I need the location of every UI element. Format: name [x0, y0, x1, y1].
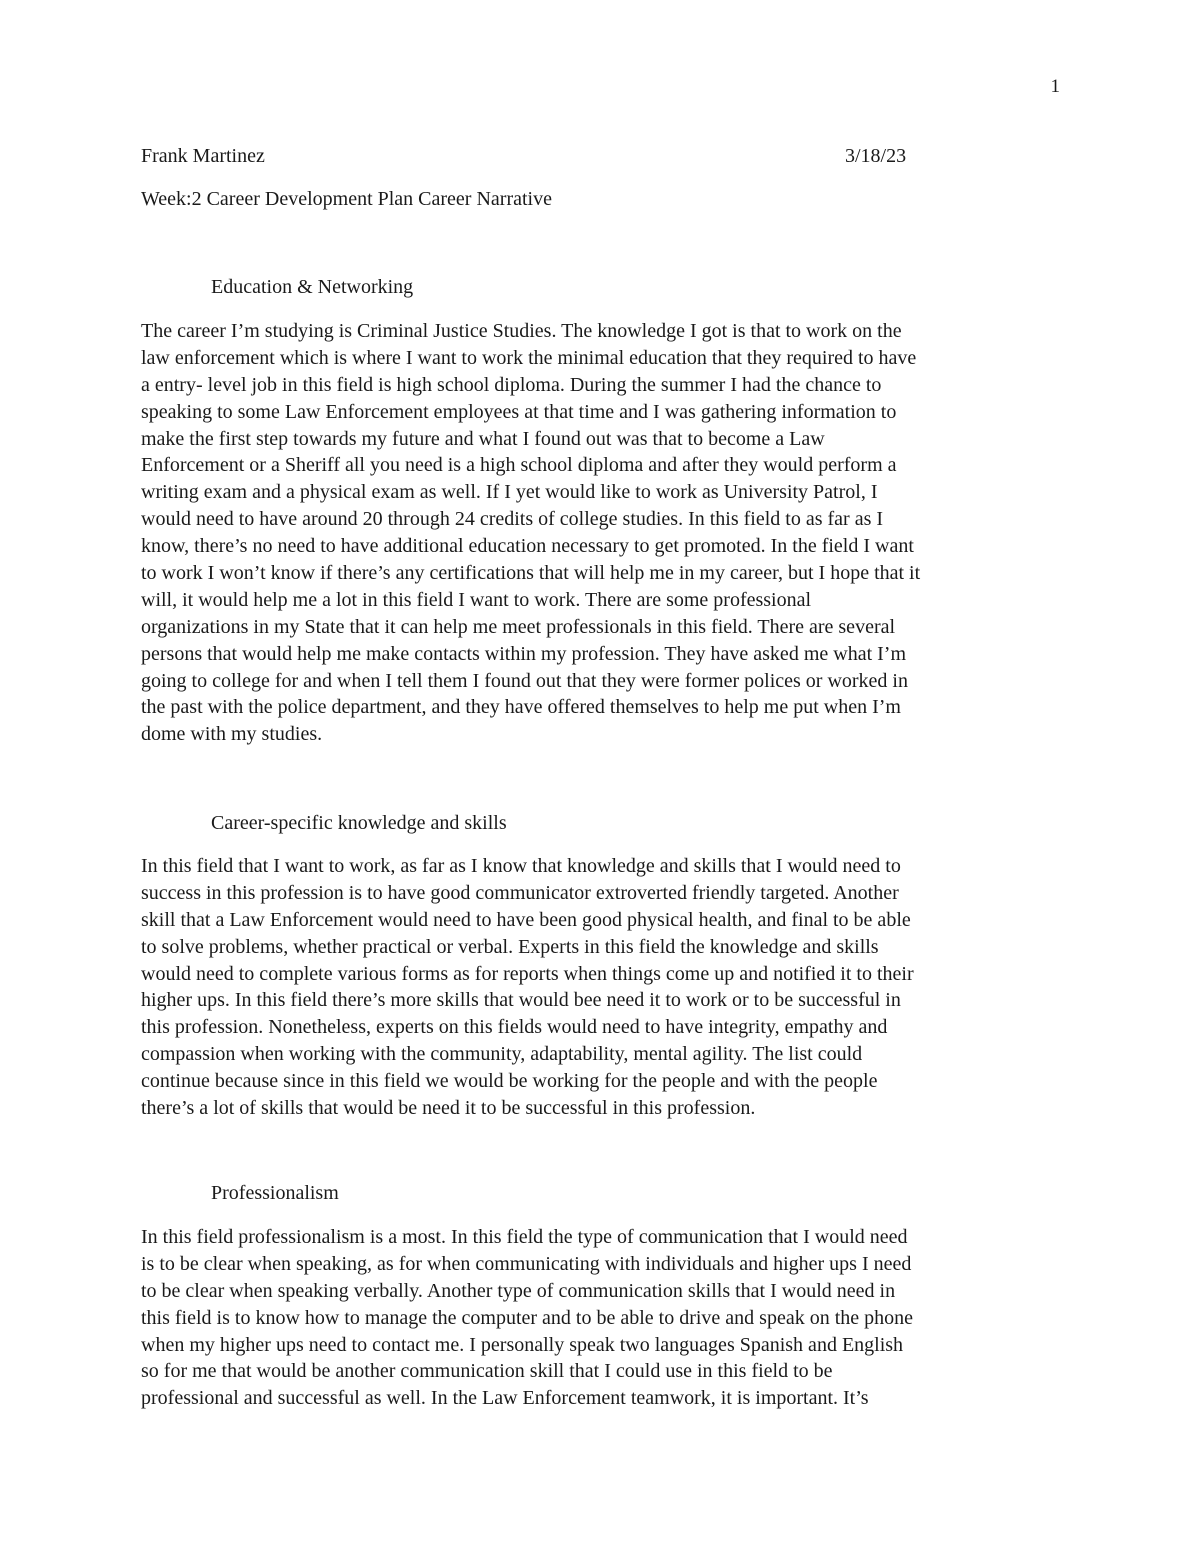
paragraph-line: a entry- level job in this field is high school diploma. During the summer I had the chance to: [141, 373, 882, 396]
paragraph-line: there’s a lot of skills that would be need it to be successful in this profession.: [141, 1097, 756, 1120]
document-date: 3/18/23: [845, 145, 907, 167]
paragraph-line: going to college for and when I tell them I found out that they were former polices or worked in: [141, 669, 908, 692]
section-paragraph-professionalism: [141, 1224, 1061, 1412]
paragraph-line: this field is to know how to manage the computer and to be able to drive and speak on the phone: [141, 1306, 914, 1329]
paragraph-line: law enforcement which is where I want to work the minimal education that they required to have: [141, 346, 917, 369]
section-heading-career-specific-knowledge: Career-specific knowledge and skills: [211, 812, 507, 834]
paragraph-line: persons that would help me make contacts within my profession. They have asked me what I’m: [141, 642, 906, 665]
paragraph-line: know, there’s no need to have additional education necessary to get promoted. In the field I want: [141, 535, 914, 558]
paragraph-line: to be clear when speaking verbally. Another type of communication skills that I would need in: [141, 1279, 896, 1302]
paragraph-line: organizations in my State that it can help me meet professionals in this field. There are several: [141, 615, 896, 638]
paragraph-line: when my higher ups need to contact me. I personally speak two languages Spanish and English: [141, 1333, 904, 1356]
paragraph-line: make the first step towards my future and what I found out was that to become a Law: [141, 427, 825, 450]
paragraph-line: this profession. Nonetheless, experts on this fields would need to have integrity, empathy and: [141, 1016, 888, 1039]
paragraph-line: dome with my studies.: [141, 723, 323, 746]
author-name: Frank Martinez: [141, 145, 265, 167]
paragraph-line: speaking to some Law Enforcement employees at that time and I was gathering information to: [141, 400, 897, 423]
paragraph-line: so for me that would be another communication skill that I could use in this field to be: [141, 1360, 833, 1383]
paragraph-line: Enforcement or a Sheriff all you need is a high school diploma and after they would perform a: [141, 454, 897, 477]
paragraph-line: skill that a Law Enforcement would need to have been good physical health, and final to be able: [141, 908, 911, 931]
paragraph-line: success in this profession is to have good communicator extroverted friendly targeted. Another: [141, 881, 899, 904]
paragraph-line: In this field that I want to work, as far as I know that knowledge and skills that I would need to: [141, 855, 901, 877]
paragraph-line: the past with the police department, and they have offered themselves to help me put when I’m: [141, 696, 901, 719]
section-heading-professionalism: Professionalism: [211, 1182, 339, 1204]
paragraph-line: would need to complete various forms as for reports when things come up and notified it to their: [141, 962, 914, 985]
paragraph-line: continue because since in this field we would be working for the people and with the people: [141, 1070, 878, 1093]
paragraph-line: to work I won’t know if there’s any certifications that will help me in my career, but I hope that it: [141, 562, 921, 585]
section-paragraph-education-networking: [141, 318, 1061, 748]
paragraph-line: is to be clear when speaking, as for when communicating with individuals and higher ups I need: [141, 1252, 912, 1275]
paragraph-line: compassion when working with the community, adaptability, mental agility. The list could: [141, 1043, 863, 1066]
section-paragraph-career-specific-knowledge: [141, 853, 1061, 1122]
paragraph-line: In this field professionalism is a most. In this field the type of communication that I would need: [141, 1226, 908, 1248]
section-heading-education-networking: Education & Networking: [211, 276, 414, 298]
paragraph-line: writing exam and a physical exam as well. If I yet would like to work as University Patrol, I: [141, 481, 878, 504]
paragraph-line: to solve problems, whether practical or verbal. Experts in this field the knowledge and skills: [141, 935, 879, 958]
page-number: 1: [1050, 76, 1060, 97]
document-title: Week:2 Career Development Plan Career Narrative: [141, 188, 552, 210]
paragraph-line: professional and successful as well. In the Law Enforcement teamwork, it is important. It’s: [141, 1387, 869, 1410]
paragraph-line: would need to have around 20 through 24 credits of college studies. In this field to as far as I: [141, 508, 884, 531]
paragraph-line: will, it would help me a lot in this field I want to work. There are some professional: [141, 588, 812, 611]
paragraph-line: higher ups. In this field there’s more skills that would bee need it to work or to be successful in: [141, 989, 901, 1012]
paragraph-line: The career I’m studying is Criminal Justice Studies. The knowledge I got is that to work on the: [141, 320, 902, 342]
